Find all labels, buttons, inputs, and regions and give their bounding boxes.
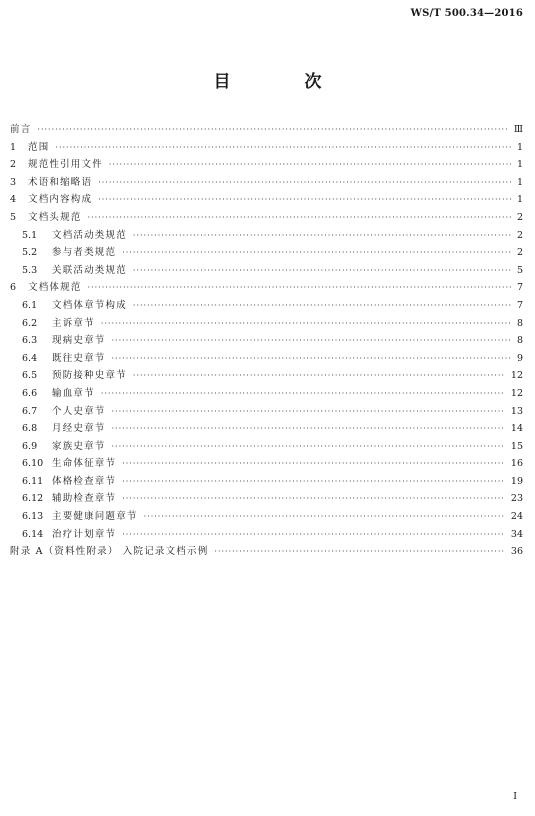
toc-entry-number: 6.3 [22, 335, 38, 347]
toc-entry-label: 生命体征章节 [52, 458, 117, 470]
toc-entry-page: 34 [510, 528, 523, 540]
toc-entry-page: 7 [516, 299, 523, 311]
toc-dot-leader [133, 371, 505, 380]
table-of-contents [10, 121, 523, 561]
toc-entry-page: 1 [516, 194, 523, 206]
toc-entry[interactable] [10, 191, 523, 209]
toc-entry[interactable] [10, 262, 523, 280]
toc-entry-number: 6 [10, 282, 17, 294]
toc-dot-leader [112, 336, 511, 345]
toc-entry[interactable] [10, 508, 523, 526]
toc-dot-leader [101, 319, 511, 328]
toc-entry[interactable] [10, 455, 523, 473]
toc-dot-leader [122, 459, 505, 468]
toc-entry-number: 6.13 [22, 511, 44, 523]
toc-entry-page: 16 [510, 458, 523, 470]
toc-entry-label: 家族史章节 [52, 440, 106, 452]
toc-entry-label: 体格检查章节 [52, 475, 117, 487]
toc-entry[interactable] [10, 297, 523, 315]
toc-dot-leader [122, 248, 511, 257]
toc-entry[interactable] [10, 139, 523, 157]
toc-entry-label: 输血章节 [52, 387, 95, 399]
toc-entry[interactable] [10, 332, 523, 350]
toc-entry-page: 2 [516, 229, 523, 241]
toc-dot-leader [112, 407, 505, 416]
toc-dot-leader [101, 389, 505, 398]
toc-dot-leader [122, 530, 505, 539]
toc-entry-page: 5 [516, 264, 523, 276]
toc-entry-label: 附录 A（资料性附录） 入院记录文档示例 [10, 546, 209, 558]
toc-entry-number: 6.4 [22, 352, 38, 364]
toc-entry[interactable] [10, 526, 523, 544]
toc-entry-label: 月经史章节 [52, 423, 106, 435]
toc-dot-leader [112, 354, 511, 363]
toc-entry-label: 参与者类规范 [52, 247, 117, 259]
toc-entry[interactable] [10, 227, 523, 245]
toc-entry-number: 6.5 [22, 370, 38, 382]
toc-dot-leader [37, 125, 507, 134]
toc-dot-leader [214, 547, 505, 556]
toc-dot-leader [98, 178, 511, 187]
toc-dot-leader [133, 301, 511, 310]
toc-entry-page: 14 [510, 423, 523, 435]
page-number: I [513, 791, 517, 802]
toc-dot-leader [122, 494, 505, 503]
toc-entry-label: 既往史章节 [52, 352, 106, 364]
toc-entry-number: 6.14 [22, 528, 44, 540]
toc-entry-number: 6.8 [22, 423, 38, 435]
toc-entry-number: 2 [10, 159, 17, 171]
toc-entry-number: 3 [10, 176, 17, 188]
toc-entry[interactable] [10, 279, 523, 297]
toc-entry[interactable] [10, 350, 523, 368]
toc-entry[interactable] [10, 244, 523, 262]
toc-entry-page: 7 [516, 282, 523, 294]
toc-entry-number: 6.12 [22, 493, 44, 505]
toc-entry-label: 辅助检查章节 [52, 493, 117, 505]
toc-entry[interactable] [10, 403, 523, 421]
toc-entry-number: 6.2 [22, 317, 38, 329]
toc-entry-label: 关联活动类规范 [52, 264, 127, 276]
toc-entry-number: 6.11 [22, 475, 44, 487]
toc-entry[interactable] [10, 174, 523, 192]
toc-entry-label: 文档体章节构成 [52, 299, 127, 311]
toc-entry-page: 12 [510, 387, 523, 399]
toc-entry[interactable] [10, 473, 523, 491]
toc-entry-page: 15 [510, 440, 523, 452]
toc-entry-label: 文档头规范 [28, 211, 82, 223]
toc-dot-leader [133, 231, 511, 240]
toc-entry-label: 范围 [28, 141, 50, 153]
toc-entry-label: 主要健康问题章节 [52, 511, 138, 523]
toc-entry-number: 6.10 [22, 458, 44, 470]
toc-entry-page: 2 [516, 211, 523, 223]
toc-entry[interactable] [10, 121, 523, 139]
toc-entry-page: 13 [510, 405, 523, 417]
toc-entry-number: 6.9 [22, 440, 38, 452]
toc-entry-page: 36 [510, 546, 523, 558]
toc-entry-page: 19 [510, 475, 523, 487]
toc-entry-label: 个人史章节 [52, 405, 106, 417]
toc-entry-page: 24 [510, 511, 523, 523]
toc-entry-number: 1 [10, 141, 17, 153]
toc-entry-page: 1 [516, 141, 523, 153]
toc-entry-number: 4 [10, 194, 17, 206]
toc-dot-leader [98, 195, 511, 204]
toc-entry[interactable] [10, 420, 523, 438]
toc-entry-label: 规范性引用文件 [28, 159, 103, 171]
toc-entry-page: 8 [516, 317, 523, 329]
toc-entry-number: 6.7 [22, 405, 38, 417]
toc-entry-page: 12 [510, 370, 523, 382]
toc-dot-leader [112, 424, 505, 433]
toc-entry-label: 主诉章节 [52, 317, 95, 329]
toc-dot-leader [55, 143, 511, 152]
document-code: WS/T 500.34—2016 [410, 8, 523, 19]
toc-entry-number: 5.2 [22, 247, 38, 259]
toc-entry[interactable] [10, 490, 523, 508]
toc-entry-label: 文档活动类规范 [52, 229, 127, 241]
page-title: 目 次 [213, 72, 356, 92]
toc-entry-label: 前言 [10, 124, 32, 135]
toc-entry-label: 治疗计划章节 [52, 528, 117, 540]
toc-dot-leader [122, 477, 505, 486]
toc-dot-leader [88, 283, 511, 292]
toc-entry-label: 文档体规范 [28, 282, 82, 294]
toc-entry-number: 6.6 [22, 387, 38, 399]
toc-entry[interactable] [10, 367, 523, 385]
toc-entry[interactable] [10, 209, 523, 227]
toc-entry-number: 6.1 [22, 299, 38, 311]
toc-dot-leader [133, 266, 511, 275]
toc-dot-leader [144, 512, 505, 521]
toc-entry-page: 23 [510, 493, 523, 505]
toc-entry-label: 现病史章节 [52, 335, 106, 347]
toc-entry-label: 术语和缩略语 [28, 176, 93, 188]
toc-entry-number: 5.3 [22, 264, 38, 276]
toc-entry[interactable] [10, 156, 523, 174]
toc-entry[interactable] [10, 315, 523, 333]
toc-entry-page: 2 [516, 247, 523, 259]
toc-entry-page: 8 [516, 335, 523, 347]
toc-entry-page: Ⅲ [513, 124, 523, 135]
toc-entry-page: 1 [516, 176, 523, 188]
toc-entry-number: 5 [10, 211, 17, 223]
toc-entry-page: 9 [516, 352, 523, 364]
toc-entry-number: 5.1 [22, 229, 38, 241]
toc-entry-label: 文档内容构成 [28, 194, 93, 206]
toc-entry-page: 1 [516, 159, 523, 171]
toc-entry[interactable] [10, 438, 523, 456]
toc-entry[interactable] [10, 385, 523, 403]
toc-dot-leader [112, 442, 505, 451]
toc-dot-leader [109, 160, 511, 169]
toc-entry-label: 预防接种史章节 [52, 370, 127, 382]
toc-entry[interactable] [10, 543, 523, 561]
toc-dot-leader [88, 213, 511, 222]
